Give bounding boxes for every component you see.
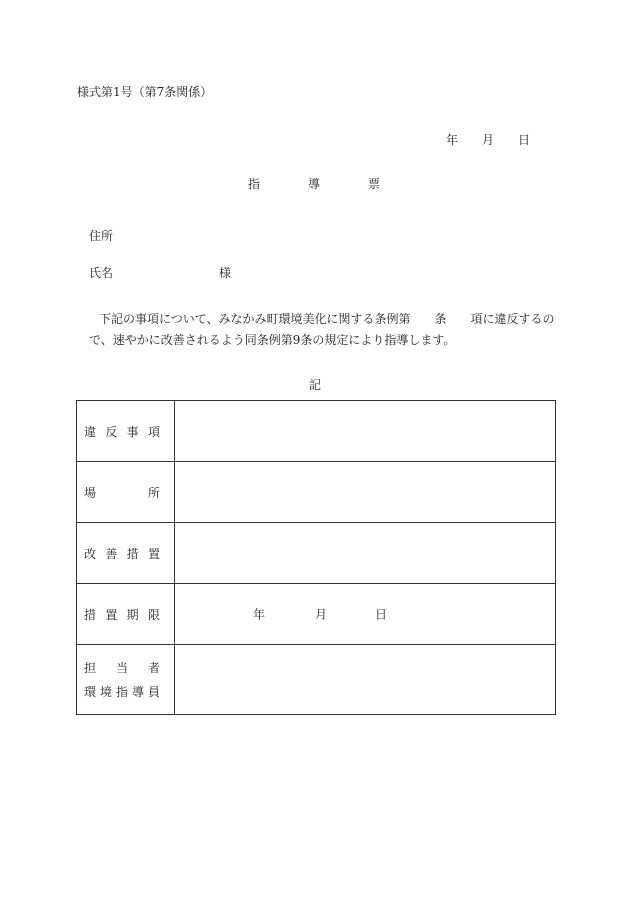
person-label: 担 当 者 環 境 指 導 員 — [77, 645, 175, 715]
person-value[interactable] — [175, 645, 556, 715]
deadline-year-label: 年 — [253, 607, 266, 622]
deadline-label: 措 置 期 限 — [77, 584, 175, 645]
deadline-day-label: 日 — [375, 607, 388, 622]
table-row-violation — [77, 401, 556, 462]
table-row-place — [77, 462, 556, 523]
place-value[interactable] — [175, 462, 556, 523]
deadline-month-label: 月 — [315, 607, 328, 622]
deadline-value[interactable] — [175, 584, 556, 645]
improvement-value[interactable] — [175, 523, 556, 584]
date-month-label: 月 — [482, 133, 495, 147]
title-char: 票 — [368, 177, 381, 191]
title-char: 導 — [308, 177, 321, 191]
violation-label: 違 反 事 項 — [77, 401, 175, 462]
place-label: 場 所 — [77, 462, 175, 523]
date-day-label: 日 — [518, 133, 531, 147]
notice-text — [89, 309, 569, 351]
improvement-label: 改 善 措 置 — [77, 523, 175, 584]
violation-value[interactable] — [175, 401, 556, 462]
table-row-person — [77, 645, 556, 715]
name-label: 氏名 — [89, 266, 114, 280]
notice-line-2: で、速やかに改善されるよう同条例第9条の規定により指導します。 — [89, 333, 456, 347]
honorific: 様 — [219, 266, 232, 280]
document-title — [248, 175, 428, 192]
guidance-table — [76, 400, 556, 715]
address-label: 住所 — [89, 229, 114, 243]
notice-line-1: 下記の事項について、みなかみ町環境美化に関する条例第 条 項に違反するの — [99, 312, 555, 326]
table-row-deadline — [77, 584, 556, 645]
form-number: 様式第1号（第7条関係） — [77, 85, 213, 99]
title-char: 指 — [248, 177, 261, 191]
table-row-improvement — [77, 523, 556, 584]
date-year-label: 年 — [446, 133, 459, 147]
issue-date — [446, 131, 530, 148]
ki-heading: 記 — [309, 378, 322, 392]
